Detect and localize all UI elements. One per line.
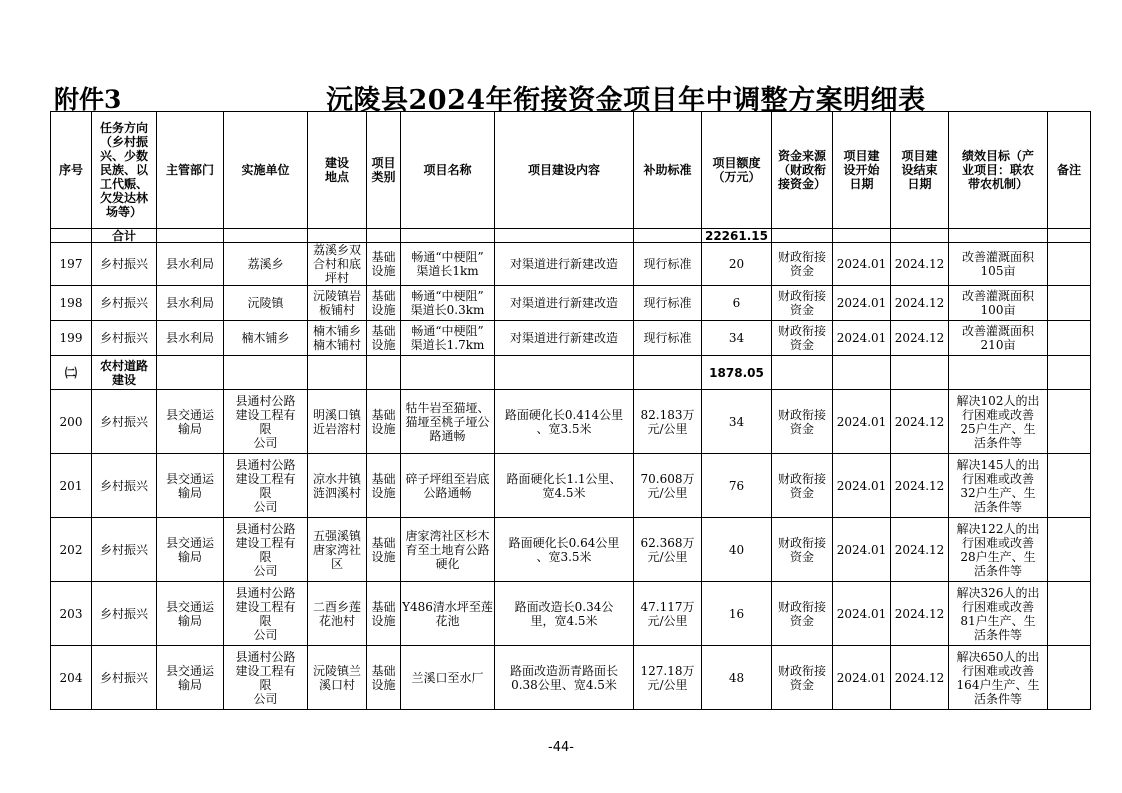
cell-name: 碎子坪组至岩底 公路通畅 <box>401 454 495 518</box>
header-cell: 项目额度 （万元） <box>702 112 772 229</box>
cell-goal: 改善灌溉面积 105亩 <box>949 243 1048 286</box>
empty-cell <box>157 356 224 390</box>
cell-dept: 县交通运 输局 <box>157 646 224 710</box>
cell-end: 2024.12 <box>891 454 949 518</box>
cell-unit: 县通村公路 建设工程有 限 公司 <box>224 454 308 518</box>
cell-loc: 楠木铺乡 楠木铺村 <box>308 321 367 356</box>
cell-note <box>1048 321 1091 356</box>
cell-type: 基础 设施 <box>367 390 401 454</box>
cell-type: 基础 设施 <box>367 321 401 356</box>
section-amount: 1878.05 <box>702 356 772 390</box>
empty-cell <box>1048 229 1091 243</box>
project-table <box>50 111 1091 710</box>
cell-end: 2024.12 <box>891 390 949 454</box>
cell-dept: 县水利局 <box>157 321 224 356</box>
empty-cell <box>891 229 949 243</box>
cell-name: 畅通“中梗阻” 渠道长1.7km <box>401 321 495 356</box>
cell-content: 路面硬化长0.414公里 、宽3.5米 <box>495 390 634 454</box>
cell-content: 路面改造沥青路面长 0.38公里、宽4.5米 <box>495 646 634 710</box>
cell-unit: 楠木铺乡 <box>224 321 308 356</box>
cell-std: 62.368万 元/公里 <box>634 518 702 582</box>
cell-loc: 二酉乡莲 花池村 <box>308 582 367 646</box>
total-label: 合计 <box>92 229 157 243</box>
cell-end: 2024.12 <box>891 518 949 582</box>
empty-cell <box>949 229 1048 243</box>
empty-cell <box>224 356 308 390</box>
cell-type: 基础 设施 <box>367 454 401 518</box>
attachment-label: 附件3 <box>54 85 122 114</box>
cell-unit: 县通村公路 建设工程有 限 公司 <box>224 582 308 646</box>
table-row <box>51 321 1091 356</box>
cell-type: 基础 设施 <box>367 518 401 582</box>
empty-cell <box>1048 356 1091 390</box>
cell-name: 畅通“中梗阻” 渠道长1km <box>401 243 495 286</box>
cell-note <box>1048 518 1091 582</box>
header-cell: 项目建 设结束 日期 <box>891 112 949 229</box>
cell-no: 198 <box>51 286 92 321</box>
cell-no: 197 <box>51 243 92 286</box>
cell-start: 2024.01 <box>833 286 891 321</box>
table-row <box>51 286 1091 321</box>
header-cell: 绩效目标（产 业项目：联农 带农机制） <box>949 112 1048 229</box>
document-title: 沅陵县2024年衔接资金项目年中调整方案明细表 <box>326 85 926 116</box>
section-number: ㈡ <box>51 356 92 390</box>
cell-no: 203 <box>51 582 92 646</box>
cell-start: 2024.01 <box>833 390 891 454</box>
cell-fund: 财政衔接 资金 <box>772 286 833 321</box>
cell-unit: 县通村公路 建设工程有 限 公司 <box>224 390 308 454</box>
cell-std: 现行标准 <box>634 286 702 321</box>
cell-content: 路面硬化长0.64公里 、宽3.5米 <box>495 518 634 582</box>
cell-loc: 明溪口镇 近岩溶村 <box>308 390 367 454</box>
cell-dir: 乡村振兴 <box>92 390 157 454</box>
cell-fund: 财政衔接 资金 <box>772 390 833 454</box>
empty-cell <box>891 356 949 390</box>
cell-amount: 34 <box>702 390 772 454</box>
cell-content: 对渠道进行新建改造 <box>495 286 634 321</box>
cell-std: 127.18万 元/公里 <box>634 646 702 710</box>
cell-dept: 县交通运 输局 <box>157 454 224 518</box>
cell-note <box>1048 243 1091 286</box>
cell-dir: 乡村振兴 <box>92 243 157 286</box>
header-cell: 项目名称 <box>401 112 495 229</box>
cell-start: 2024.01 <box>833 454 891 518</box>
empty-cell <box>224 229 308 243</box>
cell-start: 2024.01 <box>833 518 891 582</box>
cell-no: 202 <box>51 518 92 582</box>
cell-fund: 财政衔接 资金 <box>772 582 833 646</box>
table-row <box>51 454 1091 518</box>
cell-no: 199 <box>51 321 92 356</box>
cell-content: 路面改造长0.34公 里，宽4.5米 <box>495 582 634 646</box>
empty-cell <box>401 356 495 390</box>
cell-dept: 县交通运 输局 <box>157 518 224 582</box>
cell-name: 畅通“中梗阻” 渠道长0.3km <box>401 286 495 321</box>
empty-cell <box>308 229 367 243</box>
empty-cell <box>367 229 401 243</box>
cell-amount: 34 <box>702 321 772 356</box>
cell-unit: 县通村公路 建设工程有 限 公司 <box>224 646 308 710</box>
cell-unit: 沅陵镇 <box>224 286 308 321</box>
header-cell: 项目 类别 <box>367 112 401 229</box>
header-row <box>51 112 1091 229</box>
header-cell: 实施单位 <box>224 112 308 229</box>
cell-amount: 48 <box>702 646 772 710</box>
cell-end: 2024.12 <box>891 646 949 710</box>
cell-type: 基础 设施 <box>367 243 401 286</box>
empty-cell <box>634 356 702 390</box>
cell-goal: 解决122人的出 行困难或改善 28户生产、生 活条件等 <box>949 518 1048 582</box>
cell-goal: 解决145人的出 行困难或改善 32户生产、生 活条件等 <box>949 454 1048 518</box>
table-row <box>51 390 1091 454</box>
cell-loc: 沅陵镇岩 板铺村 <box>308 286 367 321</box>
table-row <box>51 582 1091 646</box>
cell-dir: 乡村振兴 <box>92 286 157 321</box>
cell-dir: 乡村振兴 <box>92 646 157 710</box>
cell-loc: 荔溪乡双 合村和底 坪村 <box>308 243 367 286</box>
empty-cell <box>51 229 92 243</box>
cell-note <box>1048 582 1091 646</box>
header-cell: 资金来源 （财政衔 接资金） <box>772 112 833 229</box>
cell-std: 现行标准 <box>634 243 702 286</box>
cell-std: 82.183万 元/公里 <box>634 390 702 454</box>
cell-dept: 县交通运 输局 <box>157 582 224 646</box>
cell-no: 200 <box>51 390 92 454</box>
cell-fund: 财政衔接 资金 <box>772 646 833 710</box>
empty-cell <box>157 229 224 243</box>
cell-start: 2024.01 <box>833 243 891 286</box>
cell-std: 现行标准 <box>634 321 702 356</box>
empty-cell <box>308 356 367 390</box>
header-cell: 项目建设内容 <box>495 112 634 229</box>
section-row <box>51 356 1091 390</box>
empty-cell <box>772 356 833 390</box>
cell-amount: 40 <box>702 518 772 582</box>
cell-name: 兰溪口至水厂 <box>401 646 495 710</box>
cell-name: 牯牛岩至猫垭、 猫垭至桃子垭公 路通畅 <box>401 390 495 454</box>
header-cell: 备注 <box>1048 112 1091 229</box>
cell-type: 基础 设施 <box>367 646 401 710</box>
total-amount: 22261.15 <box>702 229 772 243</box>
cell-std: 70.608万 元/公里 <box>634 454 702 518</box>
cell-goal: 解决650人的出 行困难或改善 164户生产、生 活条件等 <box>949 646 1048 710</box>
header-cell: 项目建 设开始 日期 <box>833 112 891 229</box>
table-row <box>51 243 1091 286</box>
empty-cell <box>495 229 634 243</box>
cell-unit: 荔溪乡 <box>224 243 308 286</box>
cell-goal: 改善灌溉面积 210亩 <box>949 321 1048 356</box>
cell-start: 2024.01 <box>833 646 891 710</box>
cell-no: 201 <box>51 454 92 518</box>
cell-note <box>1048 286 1091 321</box>
empty-cell <box>495 356 634 390</box>
cell-end: 2024.12 <box>891 582 949 646</box>
cell-goal: 改善灌溉面积 100亩 <box>949 286 1048 321</box>
cell-dept: 县交通运 输局 <box>157 390 224 454</box>
cell-amount: 76 <box>702 454 772 518</box>
header-cell: 建设 地点 <box>308 112 367 229</box>
cell-fund: 财政衔接 资金 <box>772 454 833 518</box>
cell-content: 路面硬化长1.1公里、 宽4.5米 <box>495 454 634 518</box>
cell-note <box>1048 646 1091 710</box>
empty-cell <box>772 229 833 243</box>
empty-cell <box>833 229 891 243</box>
cell-dir: 乡村振兴 <box>92 454 157 518</box>
cell-note <box>1048 454 1091 518</box>
cell-content: 对渠道进行新建改造 <box>495 321 634 356</box>
header-cell: 补助标准 <box>634 112 702 229</box>
cell-name: 唐家湾社区杉木 育至土地育公路 硬化 <box>401 518 495 582</box>
cell-type: 基础 设施 <box>367 286 401 321</box>
cell-start: 2024.01 <box>833 582 891 646</box>
cell-fund: 财政衔接 资金 <box>772 518 833 582</box>
table-row <box>51 518 1091 582</box>
cell-loc: 五强溪镇 唐家湾社 区 <box>308 518 367 582</box>
cell-start: 2024.01 <box>833 321 891 356</box>
cell-name: Y486清水坪至莲 花池 <box>401 582 495 646</box>
empty-cell <box>949 356 1048 390</box>
empty-cell <box>634 229 702 243</box>
header-cell: 序号 <box>51 112 92 229</box>
cell-no: 204 <box>51 646 92 710</box>
cell-note <box>1048 390 1091 454</box>
cell-dept: 县水利局 <box>157 243 224 286</box>
header-cell: 任务方向 （乡村振 兴、少数 民族、以 工代赈、 欠发达林 场等） <box>92 112 157 229</box>
cell-amount: 6 <box>702 286 772 321</box>
cell-unit: 县通村公路 建设工程有 限 公司 <box>224 518 308 582</box>
cell-type: 基础 设施 <box>367 582 401 646</box>
cell-amount: 20 <box>702 243 772 286</box>
cell-loc: 沅陵镇兰 溪口村 <box>308 646 367 710</box>
cell-std: 47.117万 元/公里 <box>634 582 702 646</box>
cell-goal: 解决326人的出 行困难或改善 81户生产、生 活条件等 <box>949 582 1048 646</box>
cell-end: 2024.12 <box>891 321 949 356</box>
cell-fund: 财政衔接 资金 <box>772 321 833 356</box>
cell-dir: 乡村振兴 <box>92 582 157 646</box>
cell-end: 2024.12 <box>891 286 949 321</box>
table-row <box>51 646 1091 710</box>
cell-dir: 乡村振兴 <box>92 321 157 356</box>
cell-amount: 16 <box>702 582 772 646</box>
cell-loc: 凉水井镇 涟泗溪村 <box>308 454 367 518</box>
header-cell: 主管部门 <box>157 112 224 229</box>
section-label: 农村道路 建设 <box>92 356 157 390</box>
empty-cell <box>833 356 891 390</box>
empty-cell <box>401 229 495 243</box>
cell-dir: 乡村振兴 <box>92 518 157 582</box>
cell-end: 2024.12 <box>891 243 949 286</box>
cell-goal: 解决102人的出 行困难或改善 25户生产、生 活条件等 <box>949 390 1048 454</box>
cell-dept: 县水利局 <box>157 286 224 321</box>
cell-content: 对渠道进行新建改造 <box>495 243 634 286</box>
empty-cell <box>367 356 401 390</box>
cell-fund: 财政衔接 资金 <box>772 243 833 286</box>
page-number: -44- <box>548 740 574 755</box>
total-row <box>51 229 1091 243</box>
